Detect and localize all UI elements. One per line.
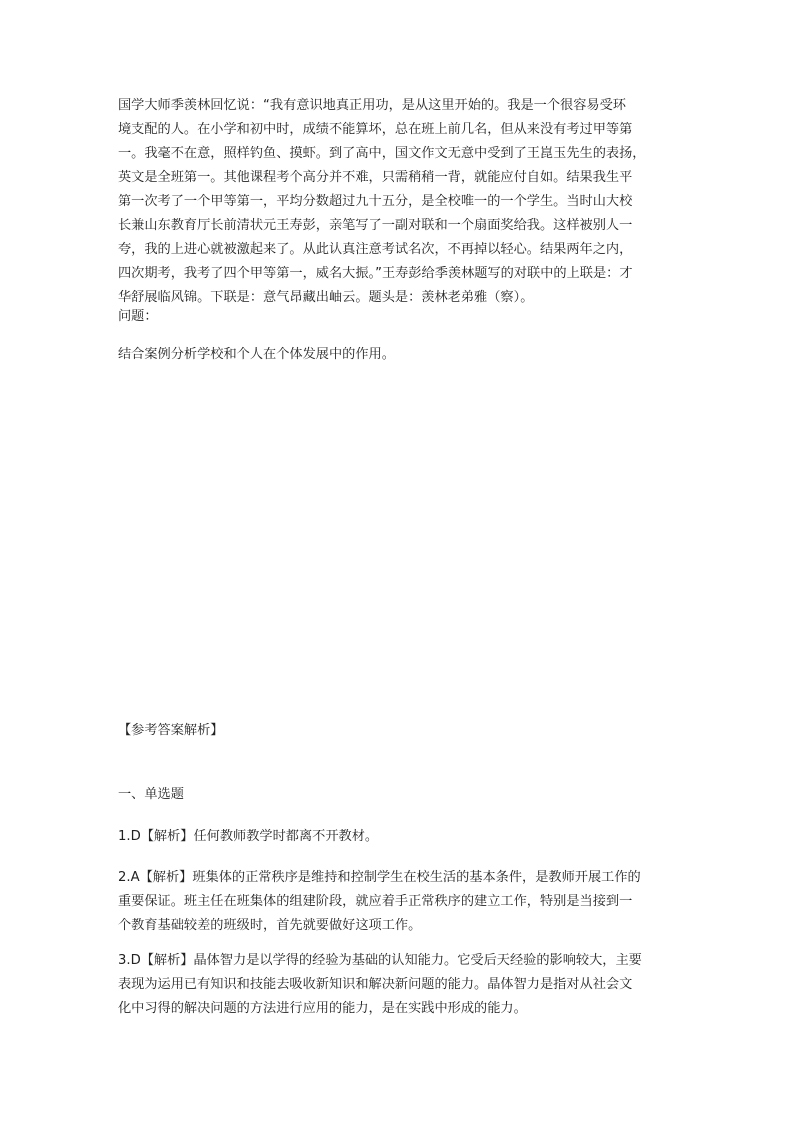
answer-item-2	[118, 866, 678, 938]
answer-line: 化中习得的解决问题的方法进行应用的能力，是在实践中形成的能力。	[118, 1001, 527, 1016]
case-passage	[118, 94, 678, 310]
section-title: 一、单选题	[118, 787, 184, 802]
passage-line: 长兼山东教育厅长前清状元王寿彭，亲笔写了一副对联和一个扇面奖给我。这样被别人一	[118, 218, 633, 233]
passage-line: 一。我毫不在意，照样钓鱼、摸虾。到了高中，国文作文无意中受到了王崑玉先生的表扬，	[118, 146, 646, 161]
answer-item-3	[118, 949, 678, 1021]
answer-line: 1.D【解析】任何教师教学时都离不开教材。	[118, 829, 379, 844]
answer-item-1	[118, 825, 678, 849]
passage-line: 第一次考了一个甲等第一，平均分数超过九十五分，是全校唯一的一个学生。当时山大校	[118, 194, 633, 209]
passage-line: 境支配的人。在小学和初中时，成绩不能算坏，总在班上前几名，但从来没有考过甲等第	[118, 122, 633, 137]
answer-line: 表现为运用已有知识和技能去吸收新知识和解决新问题的能力。晶体智力是指对从社会文	[118, 977, 633, 992]
passage-line: 四次期考，我考了四个甲等第一，威名大振。”王寿彭给季羡林题写的对联中的上联是：才	[118, 266, 633, 281]
passage-line: 英文是全班第一。其他课程考个高分并不难，只需稍稍一背，就能应付自如。结果我生平	[118, 170, 633, 185]
passage-line: 华舒展临风锦。下联是：意气昂藏出岫云。题头是：羡林老弟雅（察）。	[118, 290, 534, 305]
answer-line: 重要保证。班主任在班集体的组建阶段，就应着手正常秩序的建立工作，特别是当接到一	[118, 894, 633, 909]
answer-line: 3.D【解析】晶体智力是以学得的经验为基础的认知能力。它受后天经验的影响较大，主要	[118, 953, 642, 968]
answer-line: 个教育基础较差的班级时，首先就要做好这项工作。	[118, 918, 422, 933]
passage-line: 夸，我的上进心就被激起来了。从此认真注意考试名次，不再掉以轻心。结果两年之内，	[118, 242, 633, 257]
answer-line: 2.A【解析】班集体的正常秩序是维持和控制学生在校生活的基本条件，是教师开展工作的	[118, 870, 641, 885]
question-label: 问题：	[118, 309, 158, 324]
passage-line: 国学大师季羡林回忆说：“我有意识地真正用功，是从这里开始的。我是一个很容易受环	[118, 98, 626, 113]
answer-key-header: 【参考答案解析】	[118, 723, 224, 738]
question-text: 结合案例分析学校和个人在个体发展中的作用。	[118, 347, 395, 362]
